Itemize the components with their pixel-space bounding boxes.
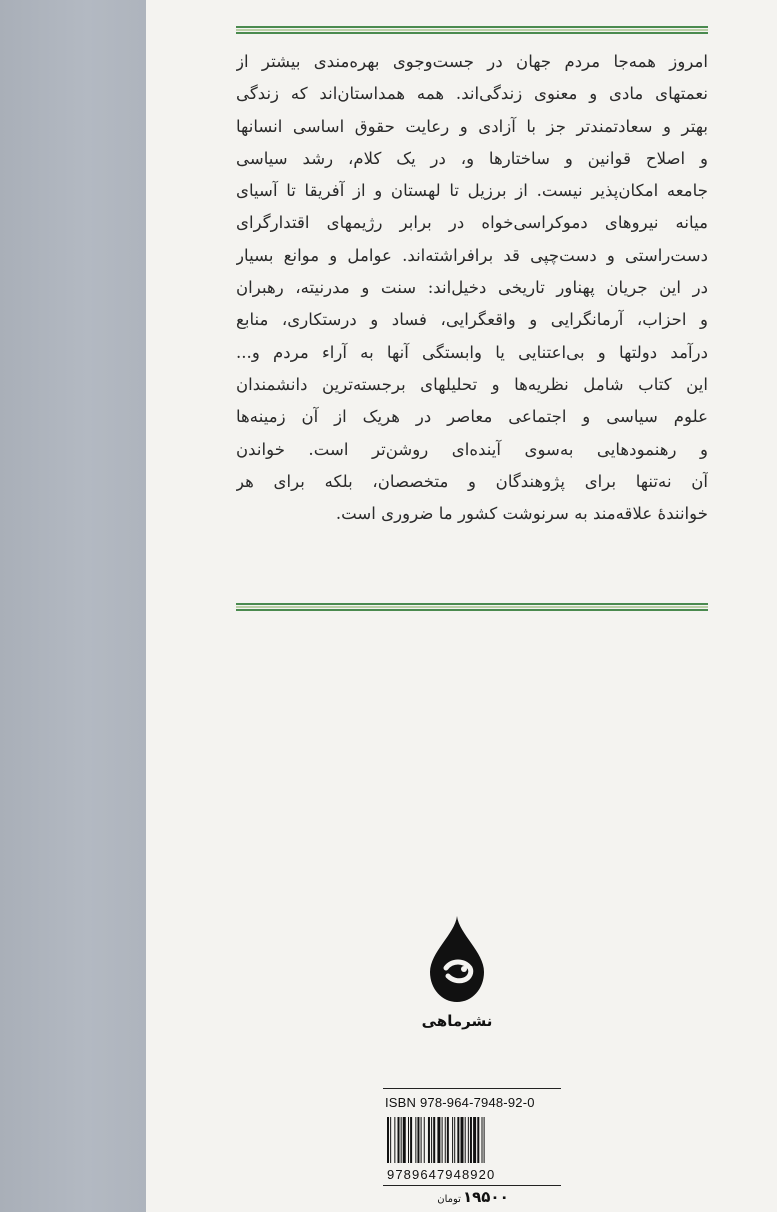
blurb-line: میانه نیروهای دموکراسی‌خواه در برابر رژیمهای اقتدارگرای [236,213,708,233]
blurb-line: جامعه امکان‌پذیر نیست. از برزیل تا لهستان و از آفریقا تا آسیای [236,181,708,201]
blurb-line: بهتر و سعادتمندتر جز با آزادی و رعایت حقوق اساسی انسانها [236,116,708,136]
bottom-decorative-rule [236,603,708,612]
price-amount: ۱۹۵۰۰ [462,1188,509,1206]
blurb-line: و رهنمودهایی به‌سوی آینده‌ای روشن‌تر است. خواندن [236,439,708,459]
isbn-block [383,1085,561,1185]
price-tag [418,1187,528,1206]
blurb-line: این کتاب شامل نظریه‌ها و تحلیلهای برجسته‌ترین دانشمندان [236,374,708,394]
blurb-line: دست‌راستی و دست‌چپی قد برافراشته‌اند. عوامل و موانع بسیار [236,245,708,265]
blurb-line: خوانندهٔ علاقه‌مند به سرنوشت کشور ما ضروری است. [335,504,708,524]
isbn-label: ISBN 978-964-7948-92-0 [385,1095,535,1110]
barcode [387,1117,557,1163]
book-spine [0,0,146,1212]
cover-blurb [236,46,708,530]
blurb-line: آن نه‌تنها برای پژوهندگان و متخصصان، بلکه برای هر [236,471,708,491]
barcode-digits: 9789647948920 [387,1167,496,1182]
blurb-line: امروز همه‌جا مردم جهان در جست‌وجوی بهره‌مندی بیشتر از [236,52,708,71]
blurb-line: و اصلاح قوانین و ساختارها و، در یک کلام، رشد سیاسی [236,148,708,168]
blurb-line: در این جریان پهناور تاریخی دخیل‌اند: سنت و مدرنیته، رهبران [236,278,708,298]
blurb-line: و احزاب، آرمانگرایی و واقعگرایی، فساد و درستکاری، منابع [236,310,708,330]
publisher-name: نشرماهی [421,1012,493,1030]
price-unit: تومان [437,1194,461,1205]
blurb-line: علوم سیاسی و اجتماعی معاصر در هریک از آن زمینه‌ها [236,407,708,427]
blurb-line: درآمد دولتها و بی‌اعتنایی یا وابستگی آنها به آراء مردم و... [236,342,708,362]
fish-drop-logo-icon [426,914,488,1004]
blurb-line: نعمتهای مادی و معنوی زندگی‌اند. همه همداستان‌اند که زندگی [236,84,708,104]
top-decorative-rule [236,26,708,35]
